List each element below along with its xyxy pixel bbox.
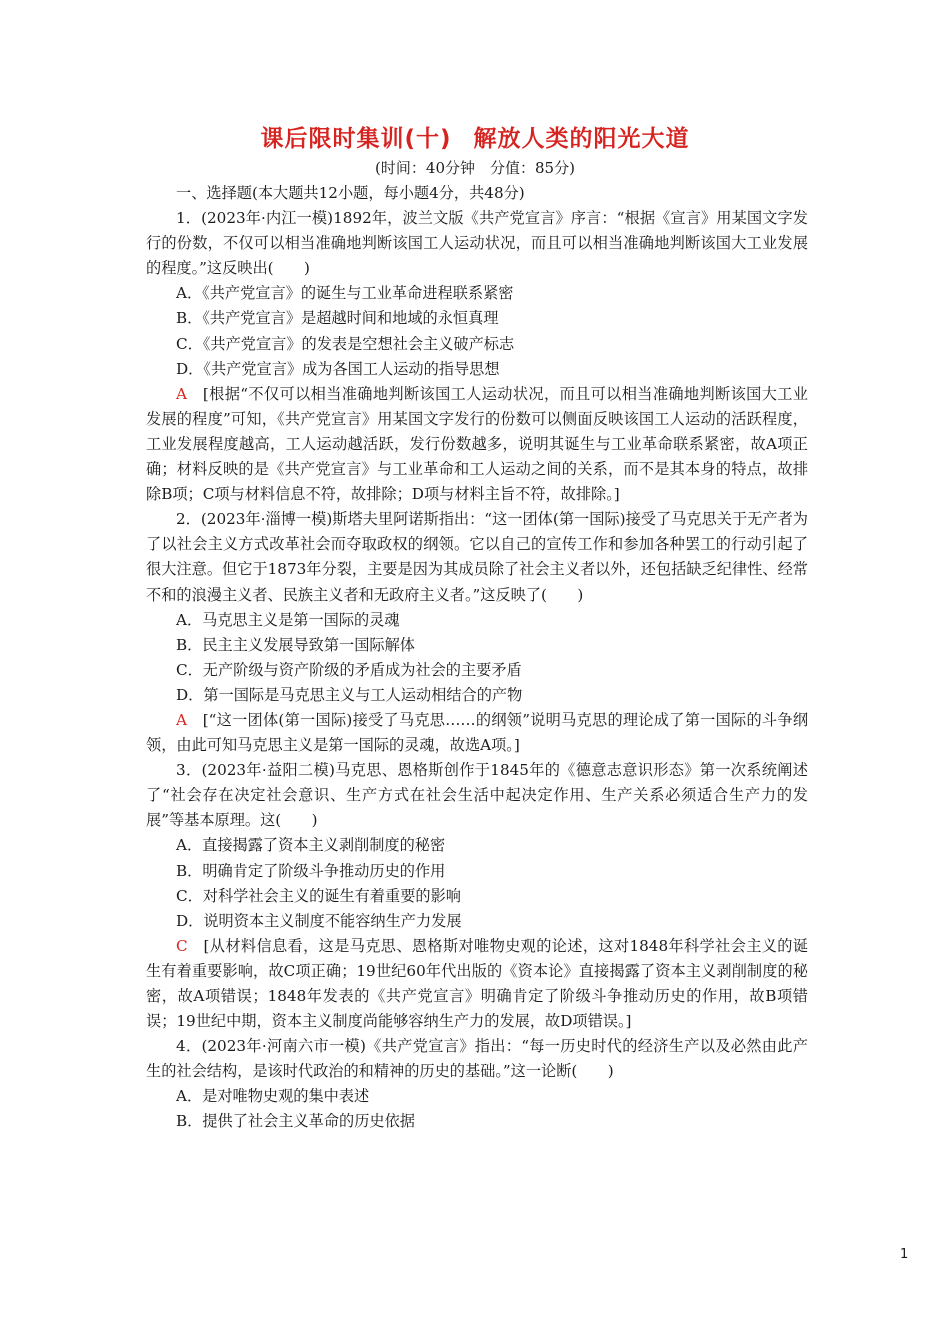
question-2-answer: A xyxy=(176,710,187,729)
question-3-explanation: [从材料信息看，这是马克思、恩格斯对唯物史观的论述，这对1848年科学社会主义的诞生有着重要影响，故C项正确；19世纪60年代出版的《资本论》直接揭露了资本主义剥削制度的秘密，故A项错误；1848年发表的《共产党宣言》明确肯定了阶级斗争推动历史的作用，故B项错误；19世纪中期，资本主义制度尚能够容纳生产力的发展，故D项错误。] xyxy=(146,936,809,1031)
content xyxy=(146,181,808,1135)
question-1-option-c: C．《共产党宣言》的发表是空想社会主义破产标志 xyxy=(176,334,515,353)
question-4-option-a: A．是对唯物史观的集中表述 xyxy=(176,1087,370,1106)
question-3-option-a: A．直接揭露了资本主义剥削制度的秘密 xyxy=(176,836,446,855)
question-2-option-a: A．马克思主义是第一国际的灵魂 xyxy=(176,610,400,629)
question-4-option-b: B．提供了社会主义革命的历史依据 xyxy=(176,1112,415,1131)
question-1-option-d: D．《共产党宣言》成为各国工人运动的指导思想 xyxy=(176,359,500,378)
question-3-solution xyxy=(146,934,808,1034)
page-title xyxy=(0,120,950,153)
question-1-answer: A xyxy=(176,384,187,403)
question-2-stem: 2．(2023年·淄博一模)斯塔夫里阿诺斯指出：“这一团体(第一国际)接受了马克思关于无产者为了以社会主义方式改革社会而夺取政权的纲领。它以自己的宣传工作和参加各种罢工的行动引起了很大注意。但它于1873年分裂，主要是因为其成员除了社会主义者以外，还包括缺乏纪律性、经常不和的浪漫主义者、民族主义者和无政府主义者。”这反映了( ) xyxy=(146,510,808,604)
question-1-option-b: B．《共产党宣言》是超越时间和地域的永恒真理 xyxy=(176,309,499,328)
question-1-option-a: A．《共产党宣言》的诞生与工业革命进程联系紧密 xyxy=(176,284,514,303)
section-heading: 一、选择题(本大题共12小题，每小题4分，共48分) xyxy=(176,184,525,202)
question-1-solution xyxy=(146,382,808,507)
question-1-stem: 1．(2023年·内江一模)1892年，波兰文版《共产党宣言》序言：“根据《宣言》用某国文字发行的份数，不仅可以相当准确地判断该国工人运动状况，而且可以相当准确地判断该国大工业发展的程度。”这反映出( ) xyxy=(146,209,808,278)
question-3-option-d: D．说明资本主义制度不能容纳生产力发展 xyxy=(176,911,462,930)
title-part-2: 解放人类的阳光大道 xyxy=(473,126,690,152)
question-2-solution xyxy=(146,708,808,758)
question-2-option-d: D．第一国际是马克思主义与工人运动相结合的产物 xyxy=(176,685,523,704)
question-4-stem: 4．(2023年·河南六市一模)《共产党宣言》指出：“每一历史时代的经济生产以及必然由此产生的社会结构，是该时代政治的和精神的历史的基础。”这一论断( ) xyxy=(146,1037,808,1081)
page-number: 1 xyxy=(900,1247,909,1262)
question-3-option-b: B．明确肯定了阶级斗争推动历史的作用 xyxy=(176,861,446,880)
question-3-stem: 3．(2023年·益阳二模)马克思、恩格斯创作于1845年的《德意志意识形态》第一次系统阐述了“社会存在决定社会意识、生产方式在社会生活中起决定作用、生产关系必须适合生产力的发展”等基本原理。这( ) xyxy=(146,761,808,830)
question-1-explanation: [根据“不仅可以相当准确地判断该国工人运动状况，而且可以相当准确地判断该国大工业发展的程度”可知，《共产党宣言》用某国文字发行的份数可以侧面反映该国工人运动的活跃程度，工业发展程度越高，工人运动越活跃，发行份数越多，说明其诞生与工业革命联系紧密，故A项正确；材料反映的是《共产党宣言》与工业革命和工人运动之间的关系，而不是其本身的特点，故排除B项；C项与材料信息不符，故排除；D项与材料主旨不符，故排除。] xyxy=(146,384,808,504)
question-2-option-c: C．无产阶级与资产阶级的矛盾成为社会的主要矛盾 xyxy=(176,660,522,679)
subtitle: (时间：40分钟 分值：85分) xyxy=(375,159,575,177)
question-3-answer: C xyxy=(176,936,188,955)
question-2-explanation: [“这一团体(第一国际)接受了马克思……的纲领”说明马克思的理论成了第一国际的斗争纲领，由此可知马克思主义是第一国际的灵魂，故选A项。] xyxy=(146,710,809,755)
question-2-option-b: B．民主主义发展导致第一国际解体 xyxy=(176,635,415,654)
question-3-option-c: C．对科学社会主义的诞生有着重要的影响 xyxy=(176,886,461,905)
title-part-1: 课后限时集训(十) xyxy=(260,126,452,152)
